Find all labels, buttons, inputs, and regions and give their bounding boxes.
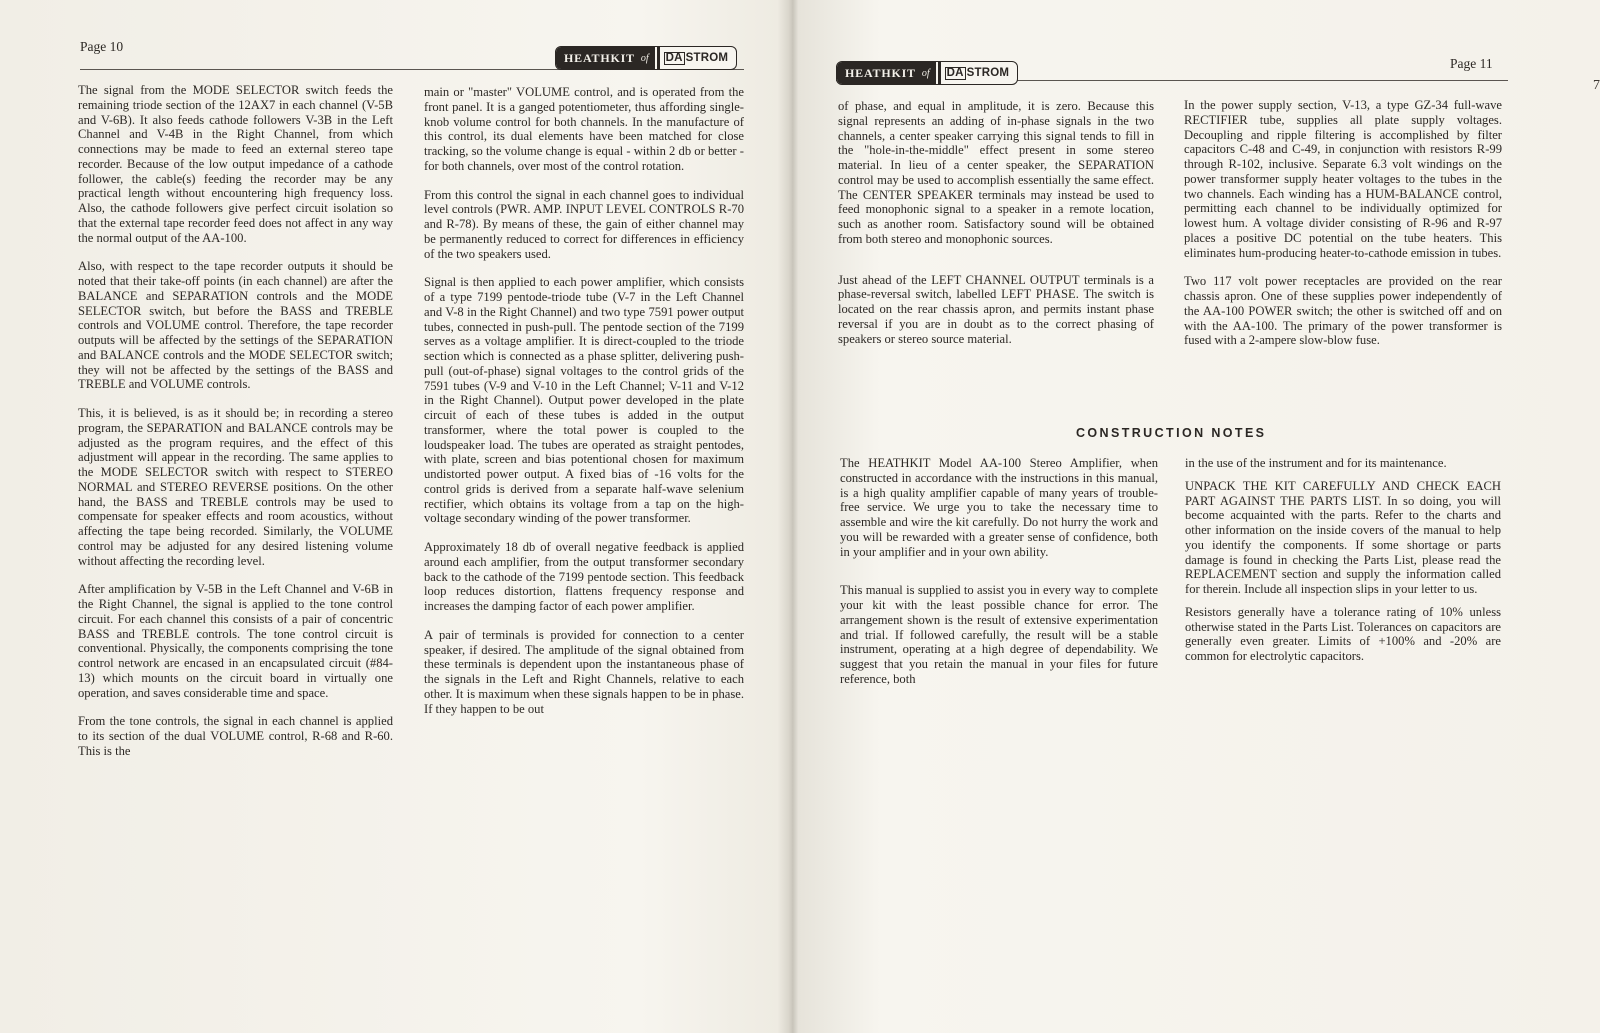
paragraph: Just ahead of the LEFT CHANNEL OUTPUT terminals is a phase-reversal switch, labelled LEFT PHASE. The switch is located on the rear chassis apron, and permits instant phase reversal if you are in doubt as to the correct phasing of speakers or stereo source material. — [838, 272, 1154, 346]
left-page-column-2 — [424, 85, 744, 730]
paragraph: From the tone controls, the signal in each channel is applied to its section of the dual VOLUME control, R-68 and R-60. This is the — [78, 714, 393, 758]
logo-heathkit-text: HEATHKIT — [556, 47, 639, 69]
logo-daystrom-text: DA STROM — [665, 51, 729, 64]
paragraph: In the power supply section, V-13, a type GZ-34 full-wave RECTIFIER tube, supplies all plate supply voltages. Decoupling and ripple filtering is accomplished by filter capacitors C-48 and C-49, in conjunction with resistors R-99 through R-102, inclusive. Separate 6.3 volt windings on the power transformer supply heater voltages to the tubes in the two channels. Each winding has a HUM-BALANCE control, permitting each channel to be individually optimized for lowest hum. A voltage divider consisting of R-96 and R-97 places a positive DC potential on the tube heaters. This eliminates hum-producing heater-to-cathode emission in tubes. — [1184, 98, 1502, 260]
paragraph: The HEATHKIT Model AA-100 Stereo Amplifier, when constructed in accordance with the instructions in this manual, is a high quality amplifier capable of many years of trouble-free service. We urge you to take the necessary time to assemble and wire the kit carefully. Do not hurry the work and you will be rewarded with a greater sense of confidence, both in your amplifier and in your own ability. — [840, 456, 1158, 559]
page-number-right: Page 11 — [1450, 56, 1493, 71]
paragraph: From this control the signal in each channel goes to individual level controls (PWR. AMP. INPUT LEVEL CONTROLS R-70 and R-78). By means of these, the gain of either channel may be permanently reduced to correct for differences in efficiency of the two speakers used. — [424, 187, 744, 261]
paragraph: Two 117 volt power receptacles are provided on the rear chassis apron. One of these supplies power independently of the AA-100 POWER switch; the other is switched off and on with the AA-100. The primary of the power transformer is fused with a 2-ampere slow-blow fuse. — [1184, 274, 1502, 348]
paragraph: This, it is believed, is as it should be; in recording a stereo program, the SEPARATION and BALANCE controls may be adjusted as the program requires, and the effect of this adjustment will appear in the recording. The same applies to the MODE SELECTOR switch with respect to STEREO NORMAL and STEREO REVERSE positions. On the other hand, the BASS and TREBLE controls may be used to compensate for speaker effects and room acoustics, without affecting the tape being recorded. Similarly, the VOLUME control may be adjusted for any desired listening volume without affecting the recording level. — [78, 406, 393, 568]
paragraph: A pair of terminals is provided for connection to a center speaker, if desired. The amplitude of the signal obtained from these terminals is dependent upon the instantaneous phase of the signals in the Left and Right Channels, relative to each other. It is maximum when these signals happen to be in phase. If they happen to be out — [424, 627, 744, 716]
right-page-column-1-bottom — [840, 456, 1158, 701]
left-page-column-1 — [78, 83, 393, 773]
paragraph: Approximately 18 db of overall negative feedback is applied around each amplifier, from the output transformer secondary back to the cathode of the 7199 pentode section. This feedback loop reduces distortion, flattens frequency response and increases the damping factor of each power amplifier. — [424, 540, 744, 613]
heathkit-daystrom-logo-right — [836, 61, 1018, 85]
construction-notes-heading: CONSTRUCTION NOTES — [1076, 426, 1267, 440]
page-number-left: Page 10 — [80, 39, 124, 54]
paragraph: in the use of the instrument and for its maintenance. — [1185, 456, 1447, 470]
logo-of-text: of — [639, 47, 655, 69]
right-page — [800, 0, 1600, 1033]
paragraph: Resistors generally have a tolerance rating of 10% unless otherwise stated in the Parts List. Tolerances on capacitors are generally even greater. Limits of +100% and -20% are common for electrolytic capacitors. — [1185, 604, 1501, 663]
right-page-column-1-top — [838, 99, 1154, 360]
paragraph: Also, with respect to the tape recorder outputs it should be noted that their take-off points (in each channel) are after the BALANCE and SEPARATION controls and the MODE SELECTOR switch, but before the BASS and TREBLE controls and VOLUME control. Therefore, the tape recorder outputs will be affected by the settings of the SEPARATION and BALANCE controls and the MODE SELECTOR switch; they will not be affected by the settings of the BASS and TREBLE and VOLUME controls. — [78, 259, 393, 392]
paragraph: This manual is supplied to assist you in every way to complete your kit with the least possible chance for error. The arrangement shown is the result of extensive experimentation and trial. If followed carefully, the result will be a stable instrument, operating at a high degree of dependability. We suggest that you retain the manual in your files for future reference, both — [840, 583, 1158, 686]
logo-heathkit-text: HEATHKIT — [837, 62, 920, 84]
left-page — [0, 0, 790, 1033]
paragraph: main or "master" VOLUME control, and is operated from the front panel. It is a ganged potentiometer, thus affording single-knob volume control for both channels. In the manufacture of this control, its dual elements have been matched for close tracking, so the volume change is equal - within 2 db or better - for both channels, over most of the control rotation. — [424, 85, 744, 173]
right-page-column-2-top — [1184, 98, 1502, 362]
logo-daystrom-text: DA STROM — [946, 66, 1010, 79]
heathkit-daystrom-logo-left — [555, 46, 737, 70]
paragraph: of phase, and equal in amplitude, it is zero. Because this signal represents an adding of in-phase signals in the two channels, a center speaker carrying this signal tends to fill in the "hole-in-the-middle" effect present in some stereo material. In lieu of a center speaker, the SEPARATION control may be used to accomplish essentially the same effect. The CENTER SPEAKER terminals may instead be used to feed monophonic signal to a speaker in a remote location, such as another room. Satisfactory sound will be obtained from both stereo and monophonic sources. — [838, 99, 1154, 246]
edge-mark: 7 — [1593, 78, 1600, 93]
right-page-column-2-bottom — [1185, 456, 1501, 678]
paragraph: UNPACK THE KIT CAREFULLY AND CHECK EACH PART AGAINST THE PARTS LIST. In so doing, you will become acquainted with the parts. Refer to the charts and other information on the inside covers of the manual to help you identify the components. If some shortage or parts damage is found in checking the Parts List, please read the REPLACEMENT section and supply the information called for therein. Include all inspection slips in your letter to us. — [1185, 478, 1501, 596]
paragraph: The signal from the MODE SELECTOR switch feeds the remaining triode section of the 12AX7 in each channel (V-5B and V-6B). It also feeds cathode followers V-3B in the Left Channel and V-4B in the Right Channel, from which connections may be made to feed an external stereo tape recorder. Because of the low output impedance of a cathode follower, the cable(s) feeding the recorder may be any practical length without encountering high frequency loss. Also, the cathode followers give perfect circuit isolation so that the external tape recorder feed does not affect in any way the normal output of the AA-100. — [78, 83, 393, 245]
paragraph: Signal is then applied to each power amplifier, which consists of a type 7199 pentode-triode tube (V-7 in the Left Channel and V-8 in the Right Channel) and two type 7591 power output tubes, connected in push-pull. The pentode section of the 7199 serves as a voltage amplifier. It is direct-coupled to the triode section which is connected as a phase splitter, delivering push-pull (out-of-phase) signal voltages to the control grids of the 7591 tubes (V-9 and V-10 in the Left Channel; V-11 and V-12 in the Right Channel). Output power developed in the plate circuit of each of these tubes is added in the output transformer, where the total power is coupled to the loudspeaker load. The tubes are operated as straight pentodes, with plate, screen and bias potentional chosen for maximum undistorted power output. A fixed bias of -16 volts for the control grids is derived from a separate half-wave selenium rectifier, which obtains its voltage from a tap on the high-voltage secondary winding of the power transformer. — [424, 275, 744, 526]
logo-of-text: of — [920, 62, 936, 84]
paragraph: After amplification by V-5B in the Left Channel and V-6B in the Right Channel, the signal is applied to the tone control circuit. For each channel this consists of a pair of concentric BASS and TREBLE controls. The tone control circuit is conventional. Physically, the components comprising the tone control network are encased in an encapsulated circuit (#84-13) which mounts on the circuit board in virtually one operation, and saves considerable time and space. — [78, 582, 393, 700]
